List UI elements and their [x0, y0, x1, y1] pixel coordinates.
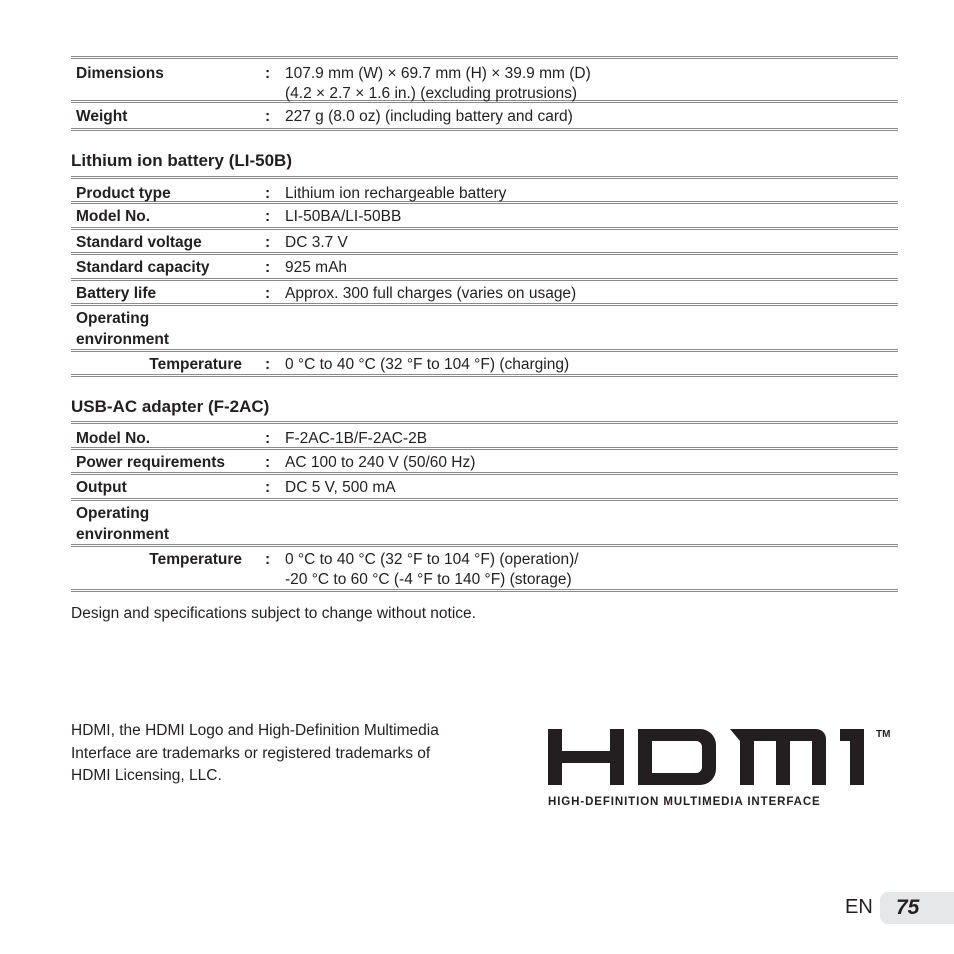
spec-row-operating-environment	[71, 306, 898, 352]
spec-row	[71, 230, 898, 255]
spec-value: (4.2 × 2.7 × 1.6 in.) (excluding protrusions)	[285, 85, 578, 102]
spec-row-temperature	[71, 352, 898, 377]
spec-row-operating-environment	[71, 501, 898, 547]
spec-label: Standard voltage	[76, 234, 202, 251]
spec-colon: :	[265, 108, 271, 125]
logo-letter-h	[548, 729, 624, 785]
logo-letter-d	[638, 729, 716, 785]
spec-value: F-2AC-1B/F-2AC-2B	[285, 430, 428, 447]
hdmi-trademark-notice	[71, 720, 491, 788]
spec-colon: :	[265, 430, 271, 447]
spec-row-weight	[71, 103, 898, 131]
spec-label: Dimensions	[76, 65, 164, 82]
spec-value: DC 5 V, 500 mA	[285, 479, 396, 496]
adapter-specs-table	[71, 421, 898, 592]
notice-line: HDMI, the HDMI Logo and High-Definition Multimedia	[71, 722, 439, 739]
spec-label: Model No.	[76, 430, 151, 447]
spec-colon: :	[265, 65, 271, 82]
spec-row	[71, 421, 898, 450]
spec-label: Operating	[76, 505, 150, 522]
battery-specs-table	[71, 176, 898, 377]
spec-row	[71, 475, 898, 501]
spec-value: 227 g (8.0 oz) (including battery and card)	[285, 108, 573, 125]
spec-value: Lithium ion rechargeable battery	[285, 185, 507, 202]
page-number: 75	[896, 896, 920, 919]
spec-colon: :	[265, 454, 271, 471]
change-notice: Design and specifications subject to change without notice.	[71, 605, 476, 622]
spec-row	[71, 176, 898, 204]
spec-label: Product type	[76, 185, 171, 202]
spec-colon: :	[265, 479, 271, 496]
spec-label: environment	[76, 331, 170, 348]
spec-value: LI-50BA/LI-50BB	[285, 208, 402, 225]
hdmi-logo	[548, 727, 896, 789]
spec-row	[71, 255, 898, 281]
spec-colon: :	[265, 356, 271, 373]
spec-row	[71, 204, 898, 230]
notice-line: Interface are trademarks or registered trademarks of	[71, 744, 431, 762]
spec-colon: :	[265, 208, 271, 225]
spec-row-temperature	[71, 547, 898, 592]
spec-label: Standard capacity	[76, 259, 210, 276]
spec-row-dimensions	[71, 56, 898, 103]
spec-label: Operating	[76, 310, 150, 327]
spec-label: Battery life	[76, 285, 157, 302]
spec-value: DC 3.7 V	[285, 234, 348, 251]
spec-label: Output	[76, 479, 127, 496]
spec-value: 107.9 mm (W) × 69.7 mm (H) × 39.9 mm (D)	[285, 65, 591, 82]
logo-letter-i	[840, 729, 864, 785]
spec-colon: :	[265, 234, 271, 251]
spec-label: Temperature	[149, 551, 242, 568]
notice-line: HDMI Licensing, LLC.	[71, 767, 222, 784]
adapter-section-title: USB-AC adapter (F-2AC)	[71, 397, 270, 416]
spec-value: AC 100 to 240 V (50/60 Hz)	[285, 454, 476, 471]
logo-subtitle: HIGH-DEFINITION MULTIMEDIA INTERFACE	[548, 796, 821, 808]
battery-section-title: Lithium ion battery (LI-50B)	[71, 151, 292, 170]
spec-value: 925 mAh	[285, 259, 348, 276]
spec-colon: :	[265, 259, 271, 276]
general-specs-table	[71, 56, 898, 131]
spec-row	[71, 450, 898, 475]
spec-value: 0 °C to 40 °C (32 °F to 104 °F) (operation)/	[285, 551, 579, 568]
spec-colon: :	[265, 551, 271, 568]
spec-value: -20 °C to 60 °C (-4 °F to 140 °F) (storage)	[285, 571, 572, 588]
spec-value: Approx. 300 full charges (varies on usage)	[285, 285, 577, 302]
logo-tm: TM	[876, 729, 891, 740]
spec-label: Weight	[76, 108, 128, 125]
spec-label: environment	[76, 526, 170, 543]
spec-row	[71, 281, 898, 306]
spec-label: Temperature	[149, 356, 242, 373]
spec-label: Model No.	[76, 208, 151, 225]
logo-letter-m	[730, 729, 826, 785]
page-language: EN	[845, 896, 873, 918]
spec-value: 0 °C to 40 °C (32 °F to 104 °F) (charging)	[285, 356, 570, 373]
spec-label: Power requirements	[76, 454, 226, 471]
spec-colon: :	[265, 185, 271, 202]
spec-colon: :	[265, 285, 271, 302]
